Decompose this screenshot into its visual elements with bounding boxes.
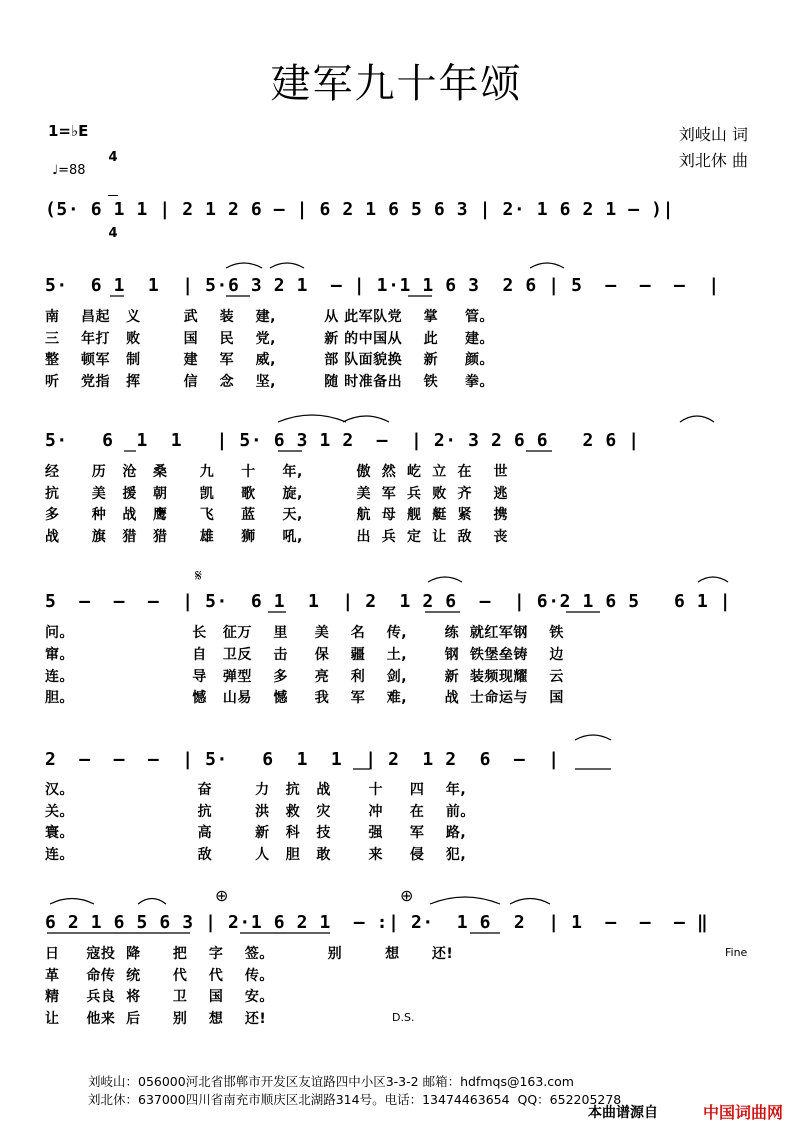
lyric-line: 听 党指 挥 信 念 坚, 随 时准备出 铁 拳。 — [45, 374, 495, 390]
coda-sign: ⊕ — [400, 886, 414, 905]
notation-row-1: (5· 6 1 1 | 2 1 2 6 — | 6 2 1 6 5 6 3 | 2· 1 6 2 1 — )| — [45, 199, 675, 220]
notation-row-5: 2 — — — | 5· 6 1 1 | 2 1 2 6 — | — [45, 749, 560, 770]
fine-marking: Fine — [725, 946, 748, 959]
lyric-line: 经 历 沧 桑 九 十 年, 傲 然 屹 立 在 世 — [45, 464, 509, 480]
footer-composer-contact: 刘北休：637000四川省南充市顺庆区北湖路314号。电话：13474463654 QQ：652205278 — [88, 1092, 622, 1107]
notation-row-6: 6 2 1 6 5 6 3 | 2·1 6 2 1 — :| 2· 1 6 2 | 1 — — — ‖ — [45, 912, 709, 933]
lyric-line: 日 寇投 降 把 字 签。 别 想 还! — [45, 946, 454, 962]
notation-row-2: 5· 6 1 1 | 5·6 3 2 1 — | 1·1 1 6 3 2 6 | 5 — — — | — [45, 275, 720, 296]
lyric-line: 胆。 憾 山易 憾 我 军 难, 战 士命运与 国 — [45, 690, 564, 706]
footer-lyricist-contact: 刘岐山：056000河北省邯郸市开发区友谊路四中小区3-3-2 邮箱：hdfmqs@163.com — [88, 1074, 574, 1089]
lyric-line: 精 兵良 将 卫 国 安。 — [45, 989, 274, 1005]
lyric-line: 整 顿军 制 建 军 威, 部 队面貌换 新 颜。 — [45, 352, 495, 368]
time-signature-top: 4 — [108, 150, 118, 165]
lyric-line: 战 旗 猎 猎 雄 狮 吼, 出 兵 定 让 敌 丧 — [45, 529, 509, 545]
composer-credit: 刘北休 曲 — [678, 151, 748, 170]
lyric-line: 连。 导 弹型 多 亮 利 剑, 新 装频现耀 云 — [45, 669, 564, 685]
lyric-line: 抗 美 援 朝 凯 歌 旋, 美 军 兵 败 齐 逃 — [45, 486, 509, 502]
lyricist-credit: 刘岐山 词 — [678, 125, 748, 144]
lyric-line: 让 他来 后 别 想 还! — [45, 1011, 267, 1027]
lyric-line: 关。 抗 洪 救 灾 冲 在 前。 — [45, 804, 475, 820]
time-signature-bottom: 4 — [108, 226, 118, 241]
lyric-line: 问。 长 征万 里 美 名 传, 练 就红军钢 铁 — [45, 625, 564, 641]
page-title: 建军九十年颂 — [270, 61, 523, 107]
lyric-line: 多 种 战 鹰 飞 蓝 天, 航 母 舰 艇 紧 携 — [45, 507, 509, 523]
tempo-marking: ♩=88 — [52, 163, 86, 178]
lyric-line: 连。 敌 人 胆 敢 来 侵 犯, — [45, 847, 467, 863]
segno-sign: 𝄋 — [195, 566, 202, 585]
notation-row-4: 5 — — — | 5· 6 1 1 | 2 1 2 6 — | 6·2 1 6 5 6 1 | — [45, 591, 732, 612]
lyric-line: 南 昌起 义 武 装 建, 从 此军队党 掌 管。 — [45, 309, 495, 325]
ds-marking: D.S. — [392, 1011, 415, 1024]
coda-sign: ⊕ — [215, 886, 229, 905]
key-signature: 1=♭E — [48, 122, 89, 140]
lyric-line: 寰。 高 新 科 技 强 军 路, — [45, 825, 467, 841]
watermark-source: 本曲谱源自 — [588, 1105, 658, 1121]
watermark-site: 中国词曲网 — [702, 1103, 783, 1122]
lyric-line: 革 命传 统 代 代 传。 — [45, 968, 274, 984]
lyric-line: 三 年打 败 国 民 党, 新 的中国从 此 建。 — [45, 331, 495, 347]
lyric-line: 窜。 自 卫反 击 保 疆 土, 钢 铁堡垒铸 边 — [45, 647, 564, 663]
notation-row-3: 5· 6 1 1 | 5· 6 3 1 2 — | 2· 3 2 6 6 2 6 | — [45, 430, 640, 451]
lyric-line: 汉。 奋 力 抗 战 十 四 年, — [45, 782, 467, 798]
